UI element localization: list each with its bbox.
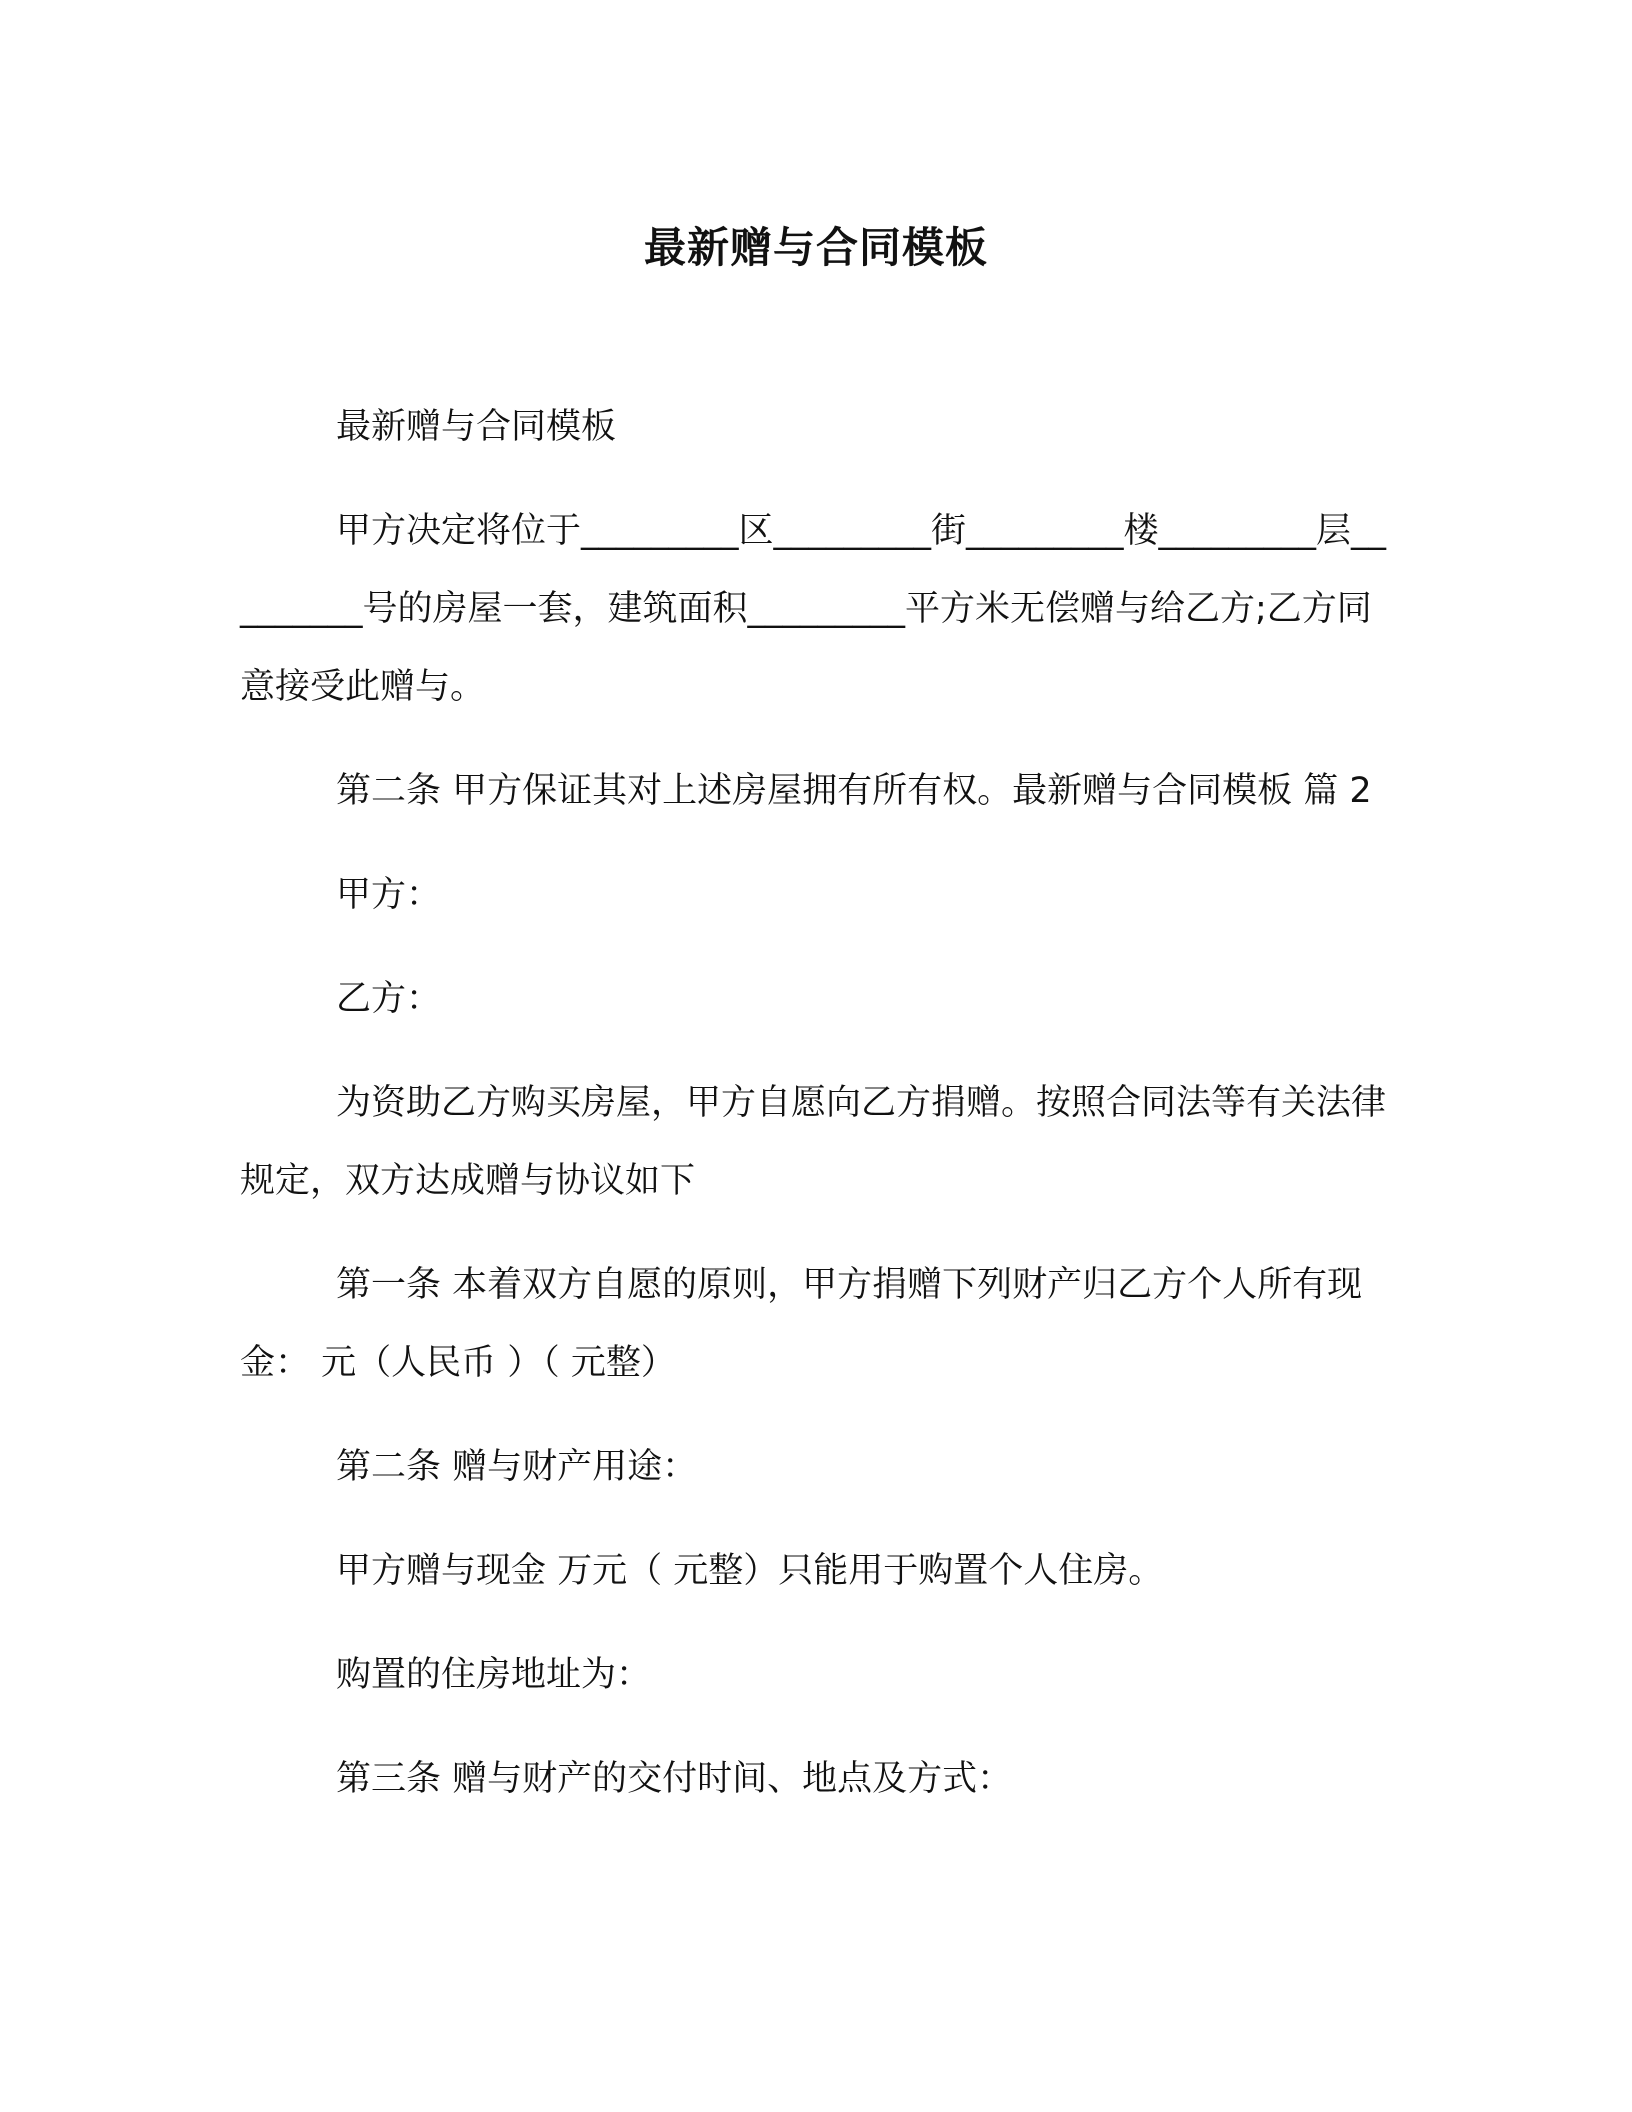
paragraph-purpose-preamble: 为资助乙方购买房屋，甲方自愿向乙方捐赠。按照合同法等有关法律规定，双方达成赠与协议如下: [240, 1083, 1387, 1201]
paragraph-party-b: 乙方：: [336, 979, 442, 1019]
document-title: 最新赠与合同模板: [643, 223, 988, 272]
paragraph-ownership-guarantee: 第二条 甲方保证其对上述房屋拥有所有权。最新赠与合同模板 篇 2: [336, 771, 1372, 811]
paragraph-heading: 最新赠与合同模板: [336, 407, 617, 447]
paragraph-house-address: 购置的住房地址为：: [336, 1655, 652, 1695]
paragraph-party-a: 甲方：: [336, 875, 442, 915]
paragraph-article-three: 第三条 赠与财产的交付时间、地点及方式：: [336, 1759, 1013, 1799]
paragraph-house-gift: 甲方决定将位于_________区_________街_________楼_________层_________号的房屋一套，建筑面积_________平方米无偿赠与给乙方;乙方同意接受此赠与。: [240, 511, 1387, 707]
paragraph-article-two: 第二条 赠与财产用途：: [336, 1447, 698, 1487]
document-body: [240, 388, 1392, 1844]
paragraph-article-one: 第一条 本着双方自愿的原则，甲方捐赠下列财产归乙方个人所有现金： 元（人民币 ）（ 元整）: [240, 1265, 1363, 1383]
paragraph-gift-usage: 甲方赠与现金 万元（ 元整）只能用于购置个人住房。: [336, 1551, 1164, 1591]
